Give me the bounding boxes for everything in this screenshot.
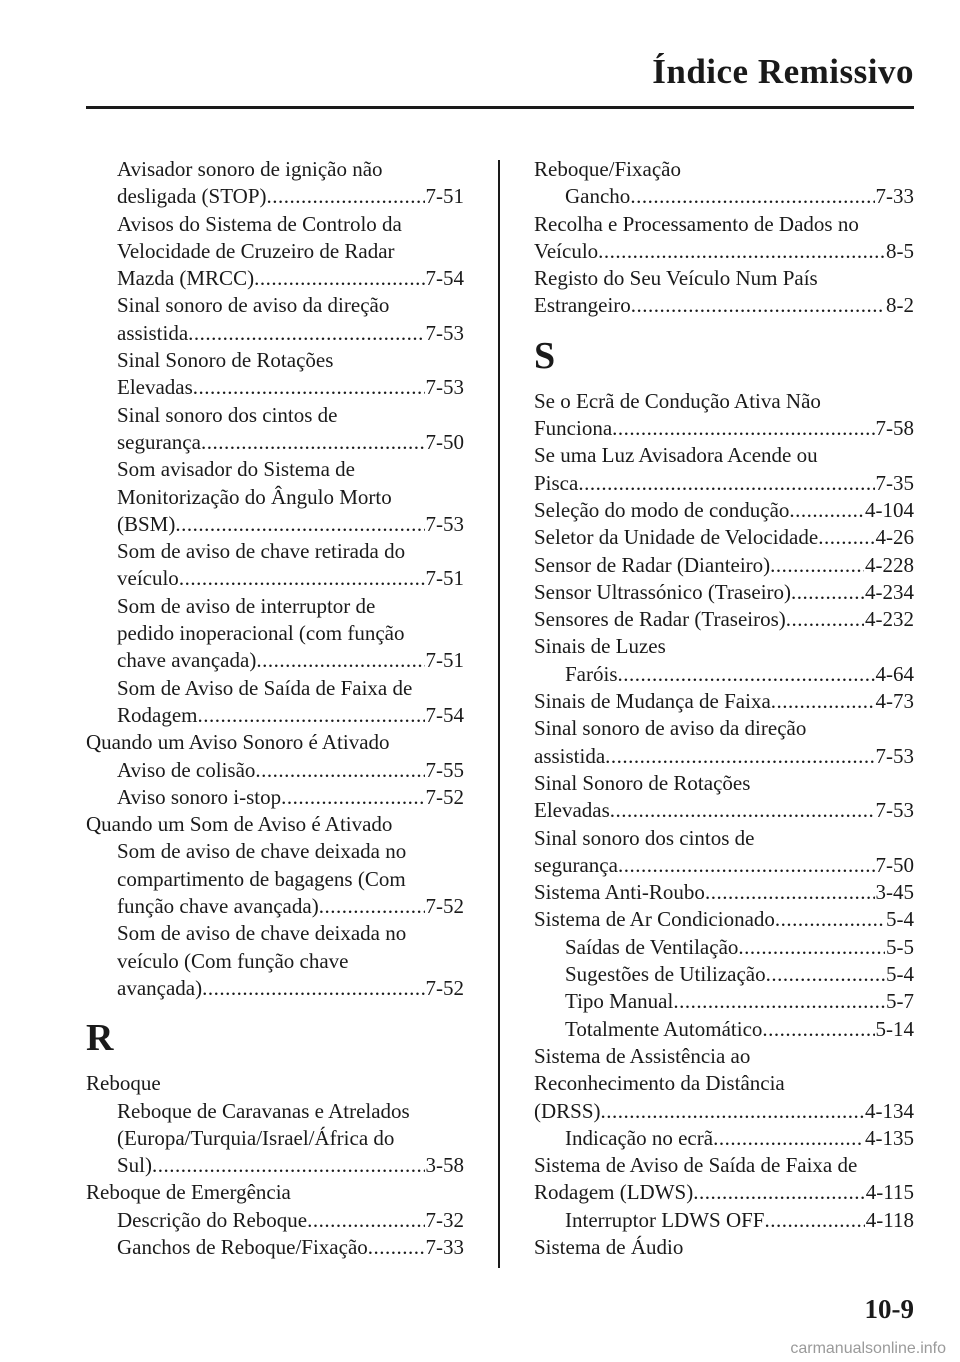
index-entry: Seleção do modo de condução ..... 4-104 (534, 497, 914, 524)
page-number: 10-9 (864, 1294, 914, 1324)
index-entry: Som de aviso de chave deixada no (117, 921, 407, 946)
column-divider (498, 160, 500, 1268)
index-entry: Sistema Anti-Roubo ..... 3-45 (534, 879, 914, 906)
index-entry: Descrição do Reboque ..... 7-32 (86, 1207, 464, 1234)
index-entry: Elevadas ..... 7-53 (534, 797, 914, 824)
index-entry: Rodagem ..... 7-54 (86, 702, 464, 729)
index-entry: Reconhecimento da Distância (534, 1071, 785, 1096)
index-entry: Som avisador do Sistema de (117, 457, 355, 482)
index-entry: Sugestões de Utilização ..... 5-4 (534, 961, 914, 988)
index-column-right (534, 156, 914, 1261)
index-entry: Sinal sonoro de aviso da direção (117, 293, 390, 318)
index-entry: Estrangeiro ..... 8-2 (534, 292, 914, 319)
index-entry: Sinais de Luzes (534, 634, 666, 659)
index-entry: Sistema de Aviso de Saída de Faixa de (534, 1153, 858, 1178)
index-entry: veículo (Com função chave (117, 948, 349, 973)
index-entry: Rodagem (LDWS) ..... 4-115 (534, 1179, 914, 1206)
index-entry: Monitorização do Ângulo Morto (117, 484, 392, 509)
index-entry: Som de aviso de chave deixada no (117, 839, 407, 864)
index-entry: Sensores de Radar (Traseiros) ..... 4-232 (534, 606, 914, 633)
index-entry: Sistema de Ar Condicionado ..... 5-4 (534, 906, 914, 933)
index-entry: desligada (STOP) ..... 7-51 (86, 183, 464, 210)
index-column-left (86, 156, 464, 1261)
index-entry: (Europa/Turquia/Israel/África do (117, 1125, 395, 1150)
index-entry: veículo ..... 7-51 (86, 565, 464, 592)
index-entry: Se uma Luz Avisadora Acende ou (534, 443, 818, 468)
index-entry: Sistema de Áudio (534, 1234, 684, 1259)
index-entry: Reboque (86, 1071, 161, 1096)
index-entry: assistida ..... 7-53 (534, 743, 914, 770)
index-entry: segurança ..... 7-50 (86, 429, 464, 456)
index-entry: pedido inoperacional (com função (117, 621, 405, 646)
index-entry: Veículo ..... 8-5 (534, 238, 914, 265)
index-entry: Faróis ..... 4-64 (534, 661, 914, 688)
index-entry: compartimento de bagagens (Com (117, 866, 406, 891)
index-entry: Reboque/Fixação (534, 157, 681, 181)
index-entry: Som de aviso de interruptor de (117, 593, 376, 618)
index-entry: Elevadas ..... 7-53 (86, 374, 464, 401)
index-entry: Reboque de Caravanas e Atrelados (117, 1098, 410, 1123)
index-entry: Som de aviso de chave retirada do (117, 539, 406, 564)
index-entry: Tipo Manual ..... 5-7 (534, 988, 914, 1015)
index-entry: Aviso sonoro i-stop ..... 7-52 (86, 784, 464, 811)
index-entry: Saídas de Ventilação ..... 5-5 (534, 934, 914, 961)
index-entry: Ganchos de Reboque/Fixação ..... 7-33 (86, 1234, 464, 1261)
index-entry: Recolha e Processamento de Dados no (534, 211, 859, 236)
index-entry: Se o Ecrã de Condução Ativa Não (534, 388, 821, 413)
index-entry: Sensor de Radar (Dianteiro) ..... 4-228 (534, 552, 914, 579)
index-entry: Pisca ..... 7-35 (534, 470, 914, 497)
index-entry: Sinal sonoro de aviso da direção (534, 716, 807, 741)
index-entry: assistida ..... 7-53 (86, 320, 464, 347)
watermark: carmanualsonline.info (790, 1340, 946, 1357)
index-entry: Gancho ..... 7-33 (534, 183, 914, 210)
index-entry: Seletor da Unidade de Velocidade ..... 4-26 (534, 524, 914, 551)
index-entry: (BSM) ..... 7-53 (86, 511, 464, 538)
header-rule (86, 106, 914, 109)
index-entry: Quando um Som de Aviso é Ativado (86, 812, 393, 837)
index-entry: Avisos do Sistema de Controlo da (117, 211, 402, 236)
index-entry: Sinal Sonoro de Rotações (534, 770, 751, 795)
index-entry: Sinal sonoro dos cintos de (534, 825, 755, 850)
index-entry: Avisador sonoro de ignição não (117, 157, 383, 181)
index-entry: avançada) ..... 7-52 (86, 975, 464, 1002)
index-entry: Som de Aviso de Saída de Faixa de (117, 675, 413, 700)
index-entry: Indicação no ecrã ..... 4-135 (534, 1125, 914, 1152)
index-entry: segurança ..... 7-50 (534, 852, 914, 879)
index-entry: Quando um Aviso Sonoro é Ativado (86, 730, 390, 755)
page-title: Índice Remissivo (652, 52, 914, 91)
index-entry: função chave avançada) ..... 7-52 (86, 893, 464, 920)
index-entry: Reboque de Emergência (86, 1180, 291, 1205)
index-entry: Funciona ..... 7-58 (534, 415, 914, 442)
index-entry: Interruptor LDWS OFF ..... 4-118 (534, 1207, 914, 1234)
index-entry: Aviso de colisão ..... 7-55 (86, 757, 464, 784)
index-entry: chave avançada) ..... 7-51 (86, 647, 464, 674)
index-entry: Totalmente Automático ..... 5-14 (534, 1016, 914, 1043)
index-entry: Mazda (MRCC) ..... 7-54 (86, 265, 464, 292)
index-entry: Sensor Ultrassónico (Traseiro) ..... 4-234 (534, 579, 914, 606)
index-entry: Velocidade de Cruzeiro de Radar (117, 238, 395, 263)
index-entry: (DRSS) ..... 4-134 (534, 1098, 914, 1125)
index-entry: Sinal sonoro dos cintos de (117, 402, 338, 427)
index-entry: Sinais de Mudança de Faixa ..... 4-73 (534, 688, 914, 715)
index-entry: Sistema de Assistência ao (534, 1043, 751, 1068)
index-entry: Registo do Seu Veículo Num País (534, 266, 818, 291)
section-letter: S (534, 334, 556, 377)
index-entry: Sul) ..... 3-58 (86, 1152, 464, 1179)
index-entry: Sinal Sonoro de Rotações (117, 348, 334, 373)
section-letter: R (86, 1017, 114, 1060)
